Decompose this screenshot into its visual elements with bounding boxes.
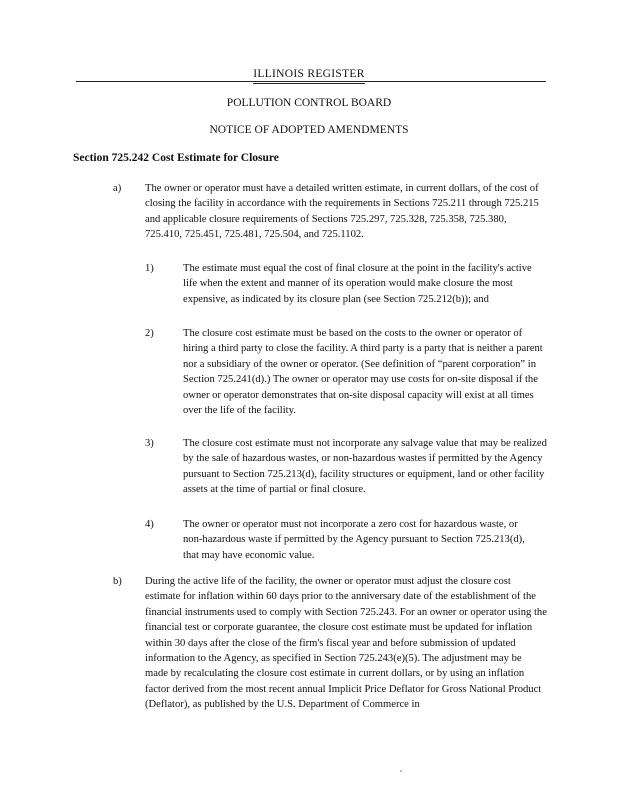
register-title-underline [253, 83, 365, 84]
paragraph-b-marker: b) [113, 576, 122, 587]
subparagraph-3-marker: 3) [145, 438, 154, 449]
subparagraph-2-text: The closure cost estimate must be based on the costs to the owner or operator of hiring a third party to close the facility. A third party is a party that is neither a parent nor a subsidiary of the owner or operator. (See definition of “parent corporation” in Section 725.241(d).) The owner or operator may use costs for on-site disposal if the owner or operator demonstrates that on-site disposal capacity will exist at all times over the life of the facility. [183, 328, 543, 417]
subparagraph-1-text: The estimate must equal the cost of final closure at the point in the facility's active life when the extent and manner of its operation would make closure the most expensive, as indicated by its closure plan (see Section 725.212(b)); and [183, 263, 532, 305]
paragraph-b-text: During the active life of the facility, the owner or operator must adjust the closure cost estimate for inflation within 60 days prior to the anniversary date of the establishment of the financial instruments used to comply with Section 725.243. For an owner or operator using the financial test or corporate guarantee, the closure cost estimate must be updated for inflation within 30 days after the close of the firm's fiscal year and before submission of updated information to the Agency, as specified in Section 725.243(e)(5). The adjustment may be made by recalculating the closure cost estimate in current dollars, or by using an inflation factor derived from the most recent annual Implicit Price Deflator for Gross National Product (Deflator), as published by the U.S. Department of Commerce in [145, 576, 547, 711]
subparagraph-4-text: The owner or operator must not incorporate a zero cost for hazardous waste, or non-hazardous waste if permitted by the Agency pursuant to Section 725.213(d), that may have economic value. [183, 519, 525, 561]
notice-title: NOTICE OF ADOPTED AMENDMENTS [209, 124, 409, 136]
paragraph-a-marker: a) [113, 183, 122, 194]
section-heading: Section 725.242 Cost Estimate for Closure [73, 152, 279, 164]
subparagraph-1-marker: 1) [145, 263, 154, 274]
register-title: ILLINOIS REGISTER [253, 68, 365, 80]
subparagraph-3-text: The closure cost estimate must not incorporate any salvage value that may be realized by the sale of hazardous wastes, or non-hazardous wastes if permitted by the Agency pursuant to Section 725.213(d), facility structures or equipment, land or other facility assets at the time of partial or final closure. [183, 438, 547, 496]
scan-speck [400, 770, 402, 772]
subparagraph-4-marker: 4) [145, 519, 154, 530]
subparagraph-2-marker: 2) [145, 328, 154, 339]
paragraph-a-text: The owner or operator must have a detailed written estimate, in current dollars, of the cost of closing the facility in accordance with the requirements in Sections 725.211 through 725.215 and applicable closure requirements of Sections 725.297, 725.328, 725.358, 725.380, 725.410, 725.451, 725.481, 725.504, and 725.1102. [145, 183, 539, 241]
board-name: POLLUTION CONTROL BOARD [226, 97, 392, 109]
register-header-rule [76, 81, 546, 82]
